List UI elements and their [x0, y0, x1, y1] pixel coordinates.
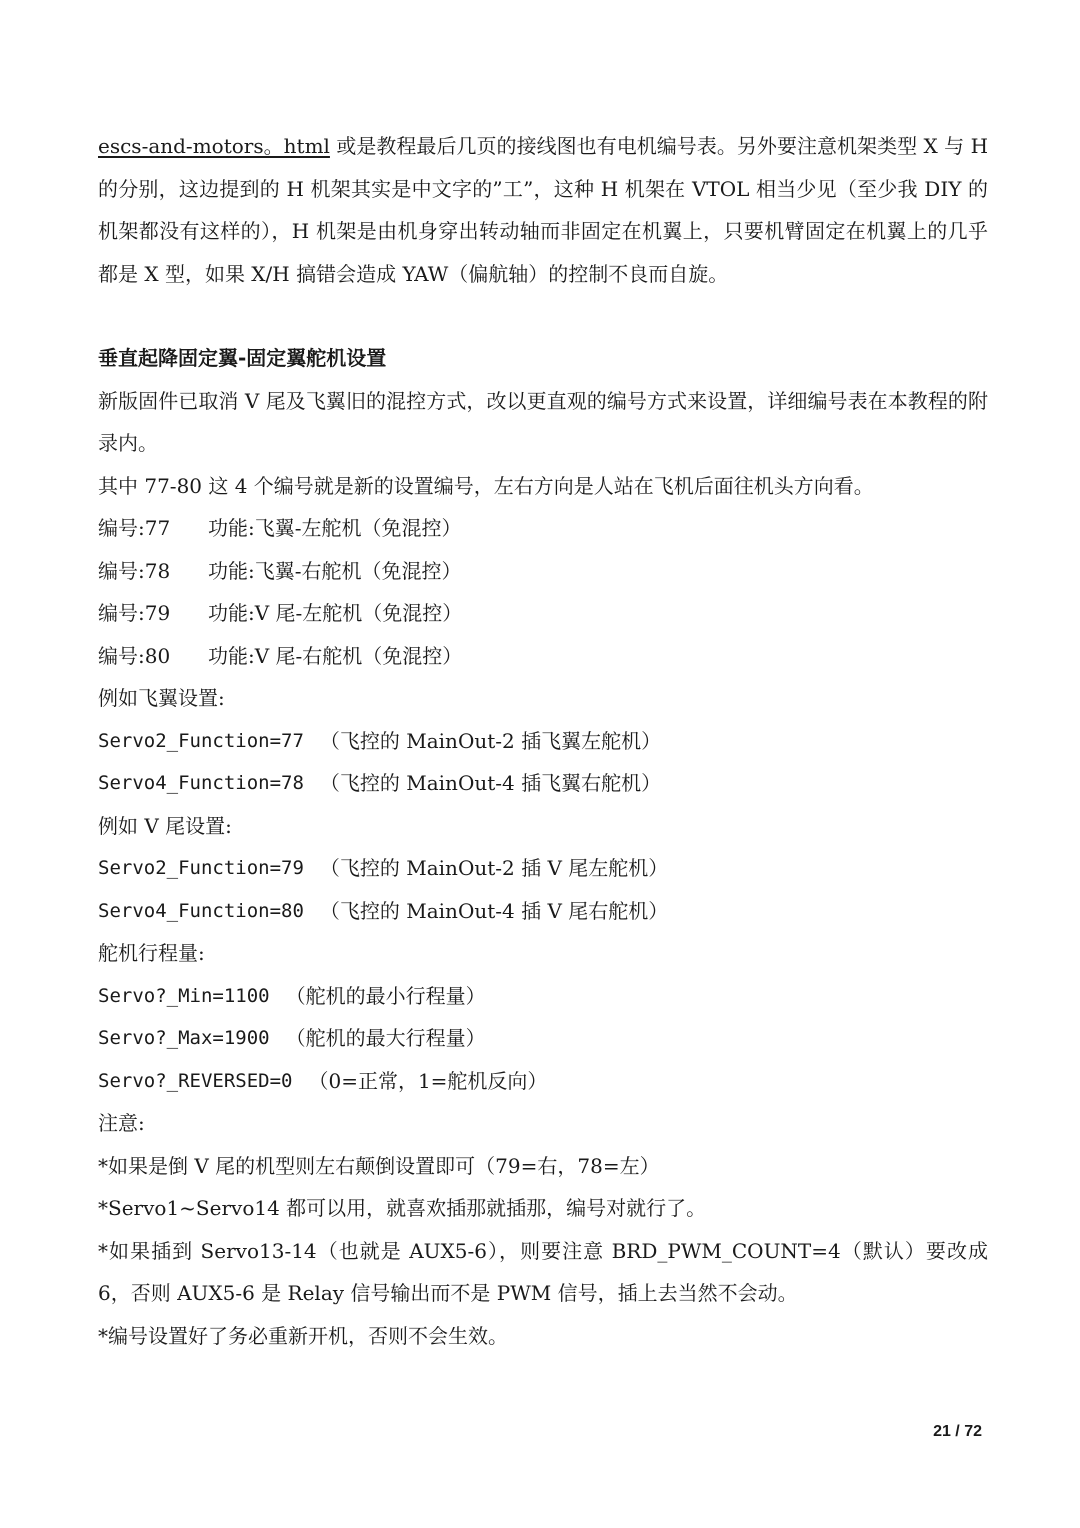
note-item: *如果是倒 V 尾的机型则左右颠倒设置即可（79=右，78=左） [98, 1153, 660, 1178]
intro-text: 或是教程最后几页的接线图也有电机编号表。另外要注意机架类型 X 与 H 的分别，这边提到的 H 机架其实是中文字的”工”，这种 H 机架在 VTOL 相当少见（至少我 DIY 的机架都没有这样的），H 机架是由机身穿出转动轴而非固定在机翼上，只要机臂固定在机翼上的几乎都是 X 型，如果 X/H 搞错会造成 YAW（偏航轴）的控制不良而自旋。 [98, 134, 989, 286]
vtail-settings-label: 例如 V 尾设置: [98, 813, 232, 838]
wing-setting-line [98, 720, 988, 763]
function-description: 功能:飞翼-左舵机（免混控） [208, 516, 462, 540]
setting-note: （舵机的最大行程量） [285, 1026, 486, 1050]
setting-note: （飞控的 MainOut-4 插 V 尾右舵机） [319, 898, 669, 923]
travel-setting-line [98, 1017, 988, 1060]
function-row [98, 592, 988, 635]
document-page [98, 125, 988, 1357]
escs-and-motors-link[interactable]: escs-and-motors。html [98, 134, 330, 158]
page-number: 21 / 72 [933, 1423, 982, 1440]
travel-setting-line [98, 975, 988, 1018]
vtail-setting-line [98, 847, 988, 890]
setting-code: Servo4_Function=80 [98, 899, 304, 922]
function-description: 功能:V 尾-左舵机（免混控） [208, 601, 463, 625]
section-paragraph-1: 新版固件已取消 V 尾及飞翼旧的混控方式，改以更直观的编号方式来设置，详细编号表在本教程的附录内。 [98, 388, 988, 455]
setting-code: Servo2_Function=79 [98, 857, 304, 879]
setting-note: （飞控的 MainOut-4 插飞翼右舵机） [319, 771, 662, 795]
setting-note: （0=正常，1=舵机反向） [308, 1068, 548, 1093]
setting-note: （舵机的最小行程量） [285, 983, 486, 1008]
intro-paragraph [98, 125, 988, 295]
setting-code: Servo2_Function=77 [98, 729, 304, 752]
function-description: 功能:V 尾-右舵机（免混控） [208, 643, 463, 668]
section-spacer [98, 295, 988, 337]
travel-setting-line [98, 1060, 988, 1103]
function-row [98, 550, 988, 593]
setting-code: Servo?_Min=1100 [98, 984, 270, 1007]
note-item: *Servo1~Servo14 都可以用，就喜欢插那就插那，编号对就行了。 [98, 1196, 707, 1220]
function-row [98, 635, 988, 678]
travel-settings-label: 舵机行程量: [98, 941, 205, 965]
wing-setting-line [98, 762, 988, 805]
note-item: *编号设置好了务必重新开机，否则不会生效。 [98, 1323, 508, 1348]
function-code: 编号:80 [98, 643, 171, 668]
notes-label: 注意: [98, 1111, 145, 1135]
setting-note: （飞控的 MainOut-2 插飞翼左舵机） [319, 728, 662, 753]
note-item: *如果插到 Servo13-14（也就是 AUX5-6），则要注意 BRD_PWM_COUNT=4（默认）要改成 6，否则 AUX5-6 是 Relay 信号输出而不是 PWM 信号，插上去当然不会动。 [98, 1238, 988, 1305]
setting-code: Servo?_REVERSED=0 [98, 1069, 293, 1092]
function-code: 编号:77 [98, 516, 171, 540]
setting-code: Servo?_Max=1900 [98, 1027, 270, 1049]
function-code: 编号:79 [98, 601, 171, 625]
wing-settings-label: 例如飞翼设置: [98, 686, 225, 710]
function-code: 编号:78 [98, 558, 171, 583]
setting-code: Servo4_Function=78 [98, 772, 304, 794]
function-description: 功能:飞翼-右舵机（免混控） [208, 558, 462, 583]
vtail-setting-line [98, 890, 988, 933]
function-row [98, 507, 988, 550]
section-heading: 垂直起降固定翼-固定翼舵机设置 [98, 346, 387, 370]
section-paragraph-2: 其中 77-80 这 4 个编号就是新的设置编号，左右方向是人站在飞机后面往机头方向看。 [98, 473, 874, 498]
function-list [98, 507, 988, 677]
setting-note: （飞控的 MainOut-2 插 V 尾左舵机） [319, 856, 669, 880]
